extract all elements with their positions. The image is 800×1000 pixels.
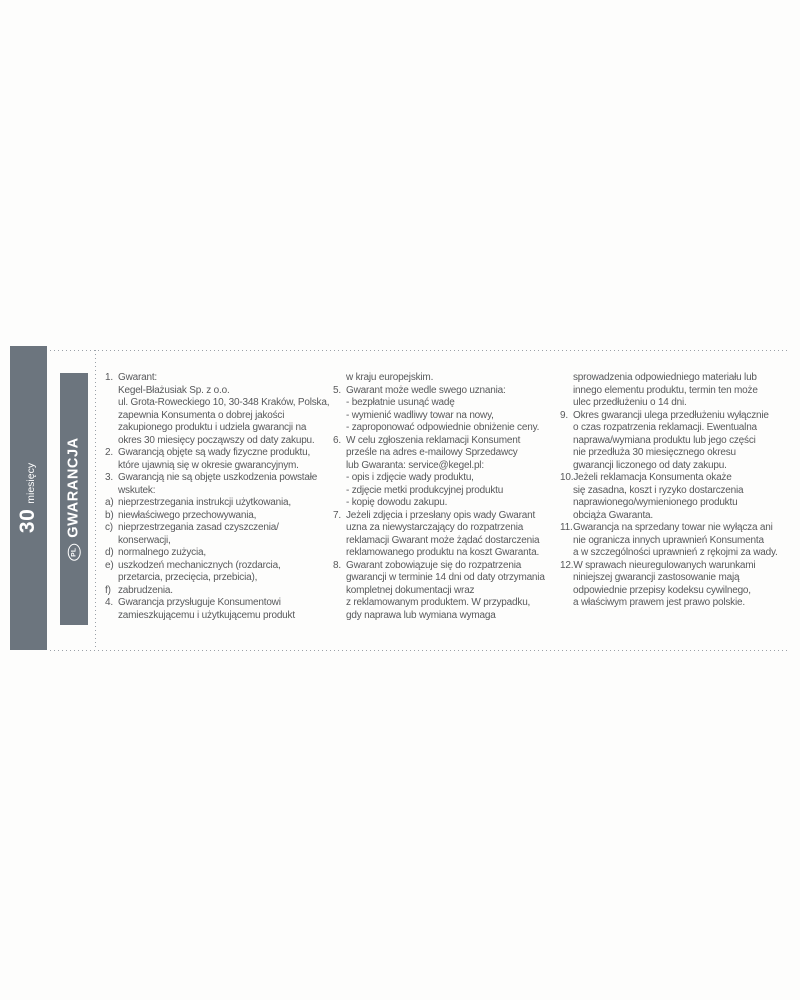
warranty-text-column-1 bbox=[105, 372, 333, 622]
text-line bbox=[560, 535, 796, 548]
text-line bbox=[333, 560, 560, 573]
line-marker bbox=[333, 547, 346, 560]
line-text: reklamacji Gwarant może żądać dostarczenia bbox=[346, 534, 540, 546]
line-marker bbox=[560, 385, 573, 398]
line-text: - bezpłatnie usunąć wadę bbox=[346, 397, 455, 408]
line-text: zakupionego produktu i udziela gwarancji na bbox=[118, 422, 307, 433]
text-line bbox=[333, 497, 560, 510]
line-marker: a) bbox=[105, 497, 114, 508]
text-line bbox=[105, 522, 333, 535]
duration-label bbox=[17, 463, 41, 533]
line-text: Jeżeli reklamacja Konsumenta okaże bbox=[573, 472, 732, 483]
warranty-title: GWARANCJA bbox=[66, 437, 82, 538]
line-marker bbox=[560, 447, 573, 460]
text-line bbox=[333, 510, 560, 523]
line-marker bbox=[333, 610, 346, 623]
duration-number: 30 bbox=[16, 508, 40, 534]
text-line bbox=[560, 497, 796, 510]
text-line bbox=[105, 447, 333, 460]
line-text: - opis i zdjęcie wady produktu, bbox=[346, 472, 474, 483]
line-marker: 7. bbox=[333, 509, 341, 521]
line-text: gwarancji w terminie 14 dni od daty otrzymania bbox=[346, 572, 545, 583]
line-marker bbox=[560, 547, 573, 560]
line-text: W celu zgłoszenia reklamacji Konsument bbox=[346, 434, 521, 446]
text-line bbox=[333, 410, 560, 423]
line-marker bbox=[333, 522, 346, 535]
line-marker: 1. bbox=[105, 372, 113, 383]
perforation-line-top bbox=[50, 350, 788, 351]
line-text: Gwarancją objęte są wady fizyczne produktu, bbox=[118, 447, 311, 458]
line-text: Gwarant może wedle swego uznania: bbox=[346, 384, 506, 396]
line-marker bbox=[560, 460, 573, 473]
line-text: w kraju europejskim. bbox=[346, 372, 434, 383]
line-marker bbox=[560, 535, 573, 548]
line-marker: 10. bbox=[560, 472, 574, 483]
line-text: wskutek: bbox=[118, 484, 156, 496]
line-text: gwarancji liczonego od daty zakupu. bbox=[573, 459, 727, 471]
text-line bbox=[560, 397, 796, 410]
line-text: Okres gwarancji ulega przedłużeniu wyłącznie bbox=[573, 409, 769, 421]
line-text: które ujawnią się w okresie gwarancyjnym. bbox=[118, 459, 299, 471]
line-text: naprawionego/wymienionego produktu bbox=[573, 497, 738, 508]
line-text: uszkodzeń mechanicznych (rozdarcia, bbox=[118, 559, 281, 571]
text-line bbox=[105, 572, 333, 585]
text-line bbox=[333, 485, 560, 498]
line-text: naprawa/wymiana produktu lub jego części bbox=[573, 434, 756, 446]
line-marker: 9. bbox=[560, 409, 568, 421]
line-marker: c) bbox=[105, 522, 113, 533]
line-marker bbox=[105, 460, 118, 473]
perforation-line-bottom bbox=[50, 650, 788, 651]
text-line bbox=[333, 422, 560, 435]
line-marker bbox=[333, 372, 346, 385]
line-text: o czas rozpatrzenia reklamacji. Ewentualna bbox=[573, 422, 757, 433]
line-text: przetarcia, przecięcia, przebicia), bbox=[118, 572, 258, 583]
line-marker bbox=[560, 597, 573, 610]
line-marker: 2. bbox=[105, 447, 113, 458]
text-line bbox=[560, 485, 796, 498]
line-text: nie przedłuża 30 miesięcznego okresu bbox=[573, 447, 736, 458]
line-marker: d) bbox=[105, 547, 114, 558]
line-marker: 4. bbox=[105, 597, 113, 608]
text-line bbox=[560, 522, 796, 535]
text-line bbox=[105, 397, 333, 410]
line-text: Gwarancją nie są objęte uszkodzenia powstałe bbox=[118, 472, 318, 483]
text-line bbox=[105, 472, 333, 485]
line-text: okres 30 miesięcy począwszy od daty zakupu. bbox=[118, 434, 315, 446]
line-marker bbox=[105, 385, 118, 398]
line-marker bbox=[333, 422, 346, 435]
text-line bbox=[105, 497, 333, 510]
line-text: normalnego zużycia, bbox=[118, 547, 206, 558]
line-text: prześle na adres e-mailowy Sprzedawcy bbox=[346, 447, 518, 458]
line-marker bbox=[560, 572, 573, 585]
line-marker bbox=[105, 610, 118, 623]
line-marker: f) bbox=[105, 584, 111, 596]
text-line bbox=[105, 485, 333, 498]
text-line bbox=[105, 410, 333, 423]
line-marker bbox=[560, 497, 573, 510]
text-line bbox=[560, 597, 796, 610]
text-line bbox=[105, 372, 333, 385]
line-text: Gwarant: bbox=[118, 372, 157, 383]
line-marker bbox=[105, 572, 118, 585]
line-marker bbox=[333, 572, 346, 585]
text-line bbox=[105, 560, 333, 573]
line-text: uzna za niewystarczający do rozpatrzenia bbox=[346, 522, 524, 533]
text-line bbox=[333, 547, 560, 560]
line-marker bbox=[560, 485, 573, 498]
line-text: - zdjęcie metki produkcyjnej produktu bbox=[346, 484, 504, 496]
text-line bbox=[333, 397, 560, 410]
line-text: Kegel-Błażusiak Sp. z o.o. bbox=[118, 384, 230, 396]
line-text: niniejszej gwarancji zastosowanie mają bbox=[573, 572, 740, 583]
text-line bbox=[560, 410, 796, 423]
line-marker: e) bbox=[105, 559, 114, 571]
line-text: ul. Grota-Roweckiego 10, 30-348 Kraków, Polska, bbox=[118, 397, 330, 408]
text-line bbox=[333, 385, 560, 398]
line-marker: 5. bbox=[333, 384, 341, 396]
text-line bbox=[333, 472, 560, 485]
text-line bbox=[560, 510, 796, 523]
line-text: sprowadzenia odpowiedniego materiału lub bbox=[573, 372, 757, 383]
line-text: Jeżeli zdjęcia i przesłany opis wady Gwarant bbox=[346, 509, 536, 521]
pl-language-icon: PL bbox=[68, 544, 81, 561]
text-line bbox=[560, 472, 796, 485]
line-marker bbox=[333, 397, 346, 410]
text-line bbox=[333, 460, 560, 473]
text-line bbox=[333, 435, 560, 448]
line-marker bbox=[105, 422, 118, 435]
perforation-line-left bbox=[95, 350, 96, 650]
line-marker bbox=[560, 422, 573, 435]
text-line bbox=[105, 547, 333, 560]
line-marker bbox=[560, 435, 573, 448]
line-marker: 3. bbox=[105, 472, 113, 483]
line-text: z reklamowanym produktem. W przypadku, bbox=[346, 597, 531, 608]
line-text: a właściwym prawem jest prawo polskie. bbox=[573, 597, 745, 608]
line-text: odpowiednie przepisy kodeksu cywilnego, bbox=[573, 584, 751, 596]
line-marker bbox=[105, 435, 118, 448]
line-marker: b) bbox=[105, 509, 114, 521]
text-line bbox=[333, 535, 560, 548]
text-line bbox=[560, 422, 796, 435]
text-line bbox=[105, 597, 333, 610]
line-text: - kopię dowodu zakupu. bbox=[346, 497, 448, 508]
warranty-spine-bar bbox=[60, 373, 88, 625]
text-line bbox=[105, 535, 333, 548]
line-marker bbox=[560, 372, 573, 385]
line-text: innego elementu produktu, termin ten może bbox=[573, 384, 758, 396]
text-line bbox=[333, 572, 560, 585]
line-marker: 11. bbox=[560, 522, 573, 533]
line-marker bbox=[560, 510, 573, 523]
line-text: nieprzestrzegania zasad czyszczenia/ bbox=[118, 522, 279, 533]
line-marker bbox=[333, 472, 346, 485]
warranty-label bbox=[66, 437, 82, 560]
line-marker bbox=[333, 535, 346, 548]
text-line bbox=[333, 372, 560, 385]
line-marker bbox=[333, 460, 346, 473]
line-marker bbox=[560, 397, 573, 410]
line-marker bbox=[333, 485, 346, 498]
text-line bbox=[560, 460, 796, 473]
text-line bbox=[333, 447, 560, 460]
line-text: Gwarancja przysługuje Konsumentowi bbox=[118, 597, 281, 608]
text-line bbox=[560, 385, 796, 398]
line-text: Gwarancja na sprzedany towar nie wyłącza ani bbox=[573, 522, 773, 533]
line-marker bbox=[105, 410, 118, 423]
duration-unit: miesięcy bbox=[25, 462, 38, 504]
text-line bbox=[560, 547, 796, 560]
text-line bbox=[333, 585, 560, 598]
line-text: niewłaściwego przechowywania, bbox=[118, 509, 257, 521]
line-text: lub Gwaranta: service@kegel.pl: bbox=[346, 459, 484, 471]
text-line bbox=[105, 385, 333, 398]
line-text: obciąża Gwaranta. bbox=[573, 509, 653, 521]
line-text: - zaproponować odpowiednie obniżenie ceny. bbox=[346, 422, 540, 433]
line-marker bbox=[105, 397, 118, 410]
line-marker bbox=[105, 485, 118, 498]
line-text: Gwarant zobowiązuje się do rozpatrzenia bbox=[346, 559, 522, 571]
line-text: reklamowanego produktu na koszt Gwaranta. bbox=[346, 547, 540, 558]
warranty-text-column-2 bbox=[333, 372, 560, 622]
line-marker: 8. bbox=[333, 559, 341, 571]
text-line bbox=[560, 447, 796, 460]
line-text: zamieszkującemu i użytkującemu produkt bbox=[118, 609, 295, 621]
line-marker: 12. bbox=[560, 559, 574, 571]
line-text: ulec przedłużeniu o 14 dni. bbox=[573, 397, 687, 408]
duration-spine-bar bbox=[10, 346, 47, 650]
line-text: gdy naprawa lub wymiana wymaga bbox=[346, 609, 496, 621]
line-marker bbox=[333, 447, 346, 460]
line-text: konserwacji, bbox=[118, 534, 171, 546]
line-text: nieprzestrzegania instrukcji użytkowania, bbox=[118, 497, 291, 508]
line-text: W sprawach nieuregulowanych warunkami bbox=[573, 559, 756, 571]
line-marker bbox=[560, 585, 573, 598]
text-line bbox=[560, 372, 796, 385]
text-line bbox=[105, 422, 333, 435]
line-text: się zasadna, koszt i ryzyko dostarczenia bbox=[573, 484, 744, 496]
line-marker bbox=[105, 535, 118, 548]
warranty-text-column-3 bbox=[560, 372, 796, 610]
text-line bbox=[105, 585, 333, 598]
line-marker bbox=[333, 497, 346, 510]
text-line bbox=[560, 560, 796, 573]
line-marker bbox=[333, 597, 346, 610]
line-marker: 6. bbox=[333, 434, 341, 446]
line-marker bbox=[333, 585, 346, 598]
text-line bbox=[105, 510, 333, 523]
text-line bbox=[333, 610, 560, 623]
text-line bbox=[560, 585, 796, 598]
text-line bbox=[105, 435, 333, 448]
text-line bbox=[105, 610, 333, 623]
line-text: zabrudzenia. bbox=[118, 584, 173, 596]
line-text: nie ogranicza innych uprawnień Konsumenta bbox=[573, 534, 764, 546]
text-line bbox=[105, 460, 333, 473]
line-text: a w szczególności uprawnień z rękojmi za wady. bbox=[573, 547, 778, 558]
text-line bbox=[333, 597, 560, 610]
line-text: - wymienić wadliwy towar na nowy, bbox=[346, 409, 494, 421]
line-marker bbox=[333, 410, 346, 423]
text-line bbox=[560, 572, 796, 585]
text-line bbox=[333, 522, 560, 535]
text-line bbox=[560, 435, 796, 448]
line-text: kompletnej dokumentacji wraz bbox=[346, 584, 475, 596]
line-text: zapewnia Konsumenta o dobrej jakości bbox=[118, 409, 285, 421]
